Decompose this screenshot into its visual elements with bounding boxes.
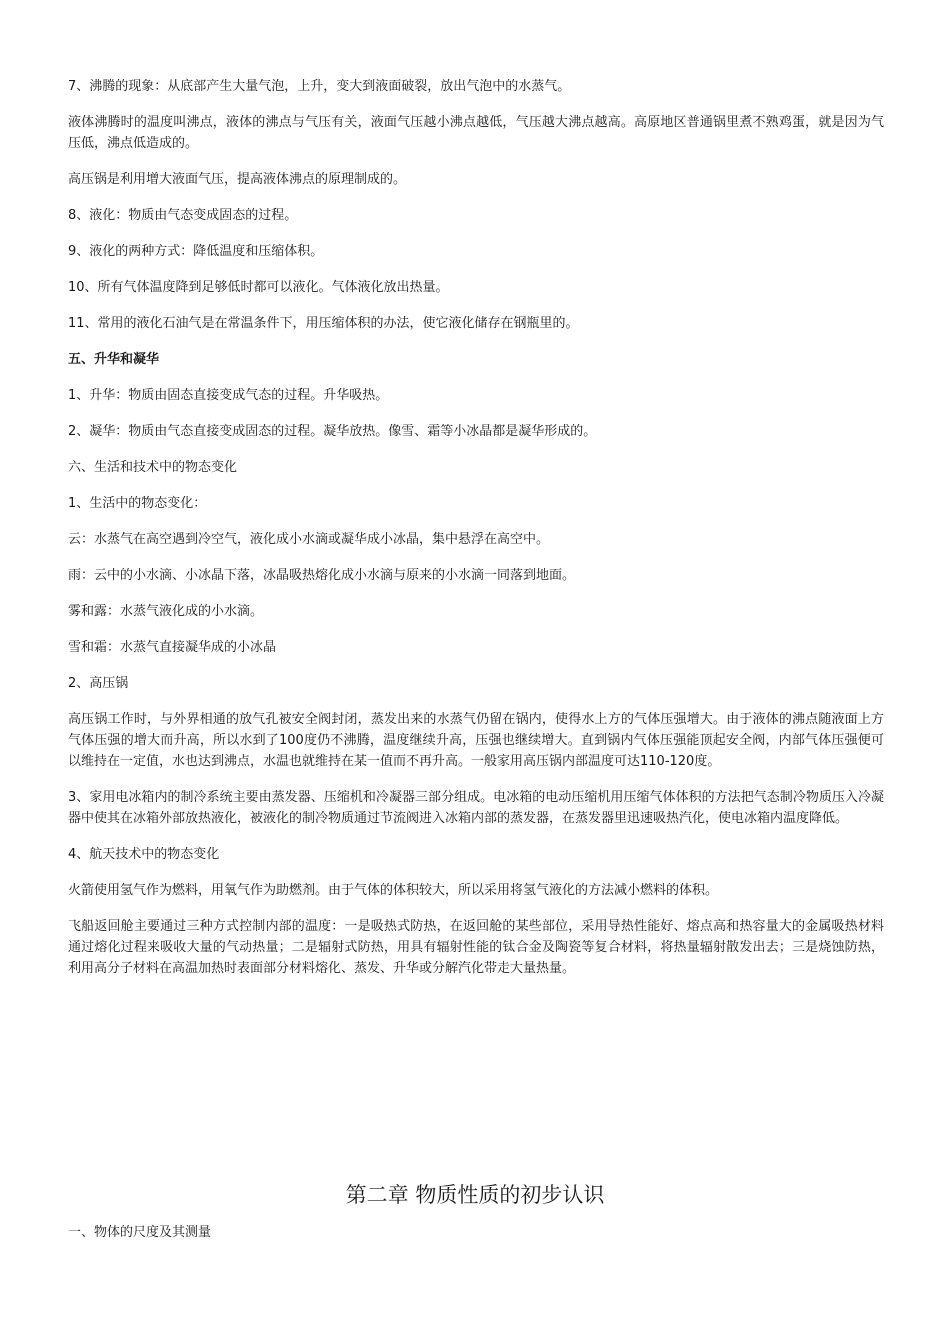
section-title: 一、物体的尺度及其测量 <box>68 1225 212 1240</box>
paragraph: 液体沸腾时的温度叫沸点，液体的沸点与气压有关，液面气压越小沸点越低，气压越大沸点越高。高原地区普通锅里煮不熟鸡蛋，就是因为气压低，沸点低造成的。 <box>68 115 884 151</box>
chapter-title: 第二章 物质性质的初步认识 <box>345 1183 605 1207</box>
section-heading: 六、生活和技术中的物态变化 <box>68 460 238 475</box>
paragraph: 2、凝华：物质由气态直接变成固态的过程。凝华放热。像雪、霜等小冰晶都是凝华形成的。 <box>68 424 597 439</box>
paragraph: 高压锅工作时，与外界相通的放气孔被安全阀封闭，蒸发出来的水蒸气仍留在锅内，使得水上方的气体压强增大。由于液体的沸点随液面上方气体压强的增大而升高，所以水到了100度仍不沸腾，温度继续升高，压强也继续增大。直到锅内气体压强能顶起安全阀，内部气体压强便可以维持在一定值，水也达到沸点，水温也就维持在某一值而不再升高。一般家用高压锅内部温度可达110-120度。 <box>68 712 884 769</box>
paragraph: 雪和霜：水蒸气直接凝华成的小冰晶 <box>68 640 277 655</box>
paragraph: 11、常用的液化石油气是在常温条件下，用压缩体积的办法，使它液化储存在钢瓶里的。 <box>68 316 579 331</box>
section-heading: 五、升华和凝华 <box>68 352 160 367</box>
paragraph: 雾和露：水蒸气液化成的小水滴。 <box>68 604 264 619</box>
paragraph: 1、升华：物质由固态直接变成气态的过程。升华吸热。 <box>68 388 389 403</box>
paragraph: 云：水蒸气在高空遇到冷空气，液化成小水滴或凝华成小冰晶，集中悬浮在高空中。 <box>68 532 550 547</box>
paragraph: 7、沸腾的现象：从底部产生大量气泡，上升，变大到液面破裂，放出气泡中的水蒸气。 <box>68 79 571 94</box>
paragraph: 4、航天技术中的物态变化 <box>68 847 220 862</box>
paragraph: 雨：云中的小水滴、小冰晶下落，冰晶吸热熔化成小水滴与原来的小水滴一同落到地面。 <box>68 568 576 583</box>
paragraph: 9、液化的两种方式：降低温度和压缩体积。 <box>68 244 324 259</box>
paragraph: 1、生活中的物态变化： <box>68 496 207 511</box>
paragraph: 3、家用电冰箱内的制冷系统主要由蒸发器、压缩机和冷凝器三部分组成。电冰箱的电动压缩机用压缩气体体积的方法把气态制冷物质压入冷凝器中使其在冰箱外部放热液化，被液化的制冷物质通过节流阀进入冰箱内部的蒸发器，在蒸发器里迅速吸热汽化，使电冰箱内温度降低。 <box>68 790 884 826</box>
paragraph: 高压锅是利用增大液面气压，提高液体沸点的原理制成的。 <box>68 172 407 187</box>
paragraph: 8、液化：物质由气态变成固态的过程。 <box>68 208 298 223</box>
paragraph: 飞船返回舱主要通过三种方式控制内部的温度：一是吸热式防热，在返回舱的某些部位，采用导热性能好、熔点高和热容量大的金属吸热材料通过熔化过程来吸收大量的气动热量；二是辐射式防热，用具有辐射性能的钛合金及陶瓷等复合材料，将热量辐射散发出去；三是烧蚀防热，利用高分子材料在高温加热时表面部分材料熔化、蒸发、升华或分解汽化带走大量热量。 <box>68 919 884 976</box>
paragraph: 2、高压锅 <box>68 676 129 691</box>
paragraph: 火箭使用氢气作为燃料，用氧气作为助燃剂。由于气体的体积较大，所以采用将氢气液化的方法减小燃料的体积。 <box>68 883 719 898</box>
paragraph: 10、所有气体温度降到足够低时都可以液化。气体液化放出热量。 <box>68 280 449 295</box>
document-body <box>68 76 884 994</box>
